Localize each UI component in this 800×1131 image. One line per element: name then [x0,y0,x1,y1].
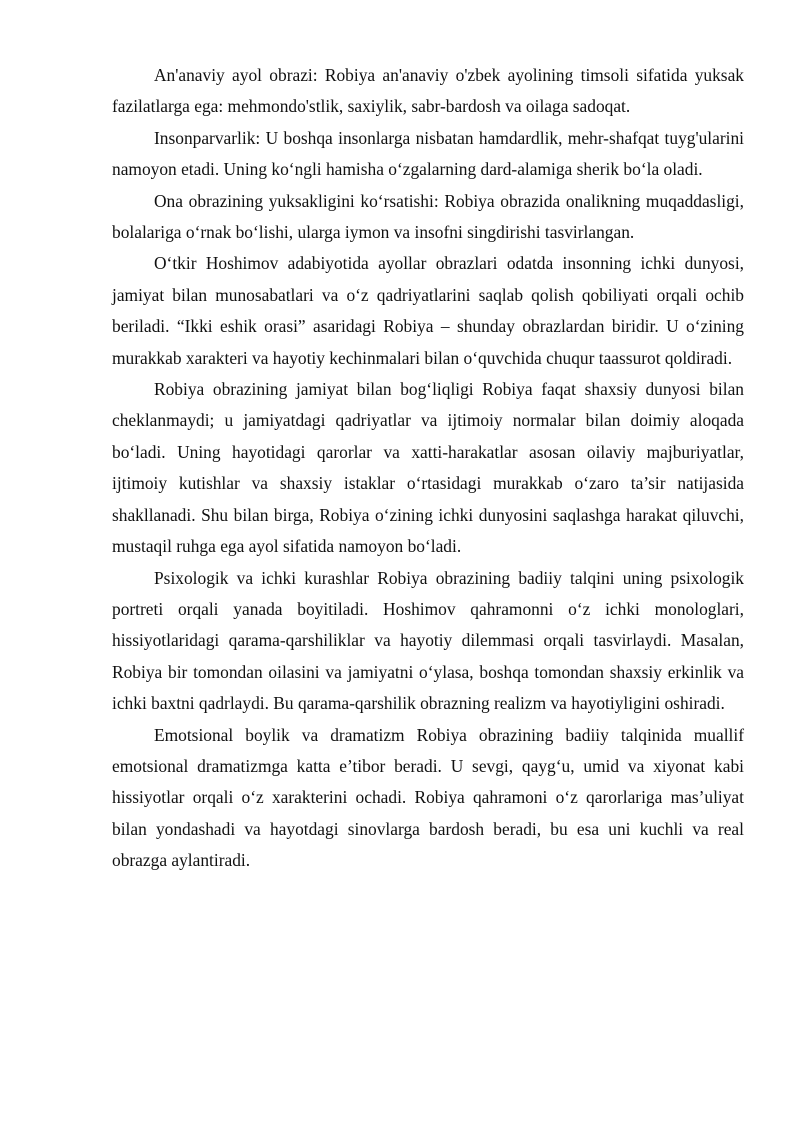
paragraph-psychological-struggle: Psixologik va ichki kurashlar Robiya obrazining badiiy talqini uning psixologik portreti orqali yanada boyitiladi. Hoshimov qahramonni o‘z ichki monologlari, hissiyotlaridagi qarama-qarshiliklar va hayotiy dilemmasi orqali tasvirlaydi. Masalan, Robiya bir tomondan oilasini va jamiyatni o‘ylasa, boshqa tomondan shaxsiy erkinlik va ichki baxtni qadrlaydi. Bu qarama-qarshilik obrazning realizm va hayotiyligini oshiradi. [112,567,744,714]
paragraph-humanism: Insonparvarlik: U boshqa insonlarga nisbatan hamdardlik, mehr-shafqat tuyg'ularini namoyon etadi. Uning ko‘ngli hamisha o‘zgalarning dard-alamiga sherik bo‘la oladi. [112,127,744,180]
paragraph-hoshimov-women: O‘tkir Hoshimov adabiyotida ayollar obrazlari odatda insonning ichki dunyosi, jamiyat bilan munosabatlari va o‘z qadriyatlarini saqlab qolish qobiliyati orqali ochib beriladi. “Ikki eshik orasi” asaridagi Robiya – shunday obrazlardan biridir. U o‘zining murakkab xarakteri va hayotiy kechinmalari bilan o‘quvchida chuqur taassurot qoldiradi. [112,253,744,368]
paragraph-emotional-drama: Emotsional boylik va dramatizm Robiya obrazining badiiy talqinida muallif emotsional dramatizmga katta e’tibor beradi. U sevgi, qayg‘u, umid va xiyonat kabi hissiyotlar orqali o‘z xarakterini ochadi. Robiya qahramoni o‘z qarorlariga mas’uliyat bilan yondashadi va hayotdagi sinovlarga bardosh beradi, bu esa uni kuchli va real obrazga aylantiradi. [112,724,744,871]
paragraph-mother-image: Ona obrazining yuksakligini ko‘rsatishi: Robiya obrazida onalikning muqaddasligi, bolalariga o‘rnak bo‘lishi, ularga iymon va insofni singdirishi tasvirlangan. [112,190,744,243]
document-page [112,60,744,877]
paragraph-traditional-woman: An'anaviy ayol obrazi: Robiya an'anaviy o'zbek ayolining timsoli sifatida yuksak fazilatlarga ega: mehmondo'stlik, saxiylik, sabr-bardosh va oilaga sadoqat. [112,65,744,117]
paragraph-society-connection: Robiya obrazining jamiyat bilan bog‘liqligi Robiya faqat shaxsiy dunyosi bilan cheklanmaydi; u jamiyatdagi qadriyatlar va ijtimoiy normalar bilan doimiy aloqada bo‘ladi. Uning hayotidagi qarorlar va xatti-harakatlar asosan oilaviy majburiyatlar, ijtimoiy kutishlar va shaxsiy istaklar o‘rtasidagi murakkab o‘zaro ta’sir natijasida shakllanadi. Shu bilan birga, Robiya o‘zining ichki dunyosini saqlashga harakat qiluvchi, mustaqil ruhga ega ayol sifatida namoyon bo‘ladi. [112,379,744,557]
